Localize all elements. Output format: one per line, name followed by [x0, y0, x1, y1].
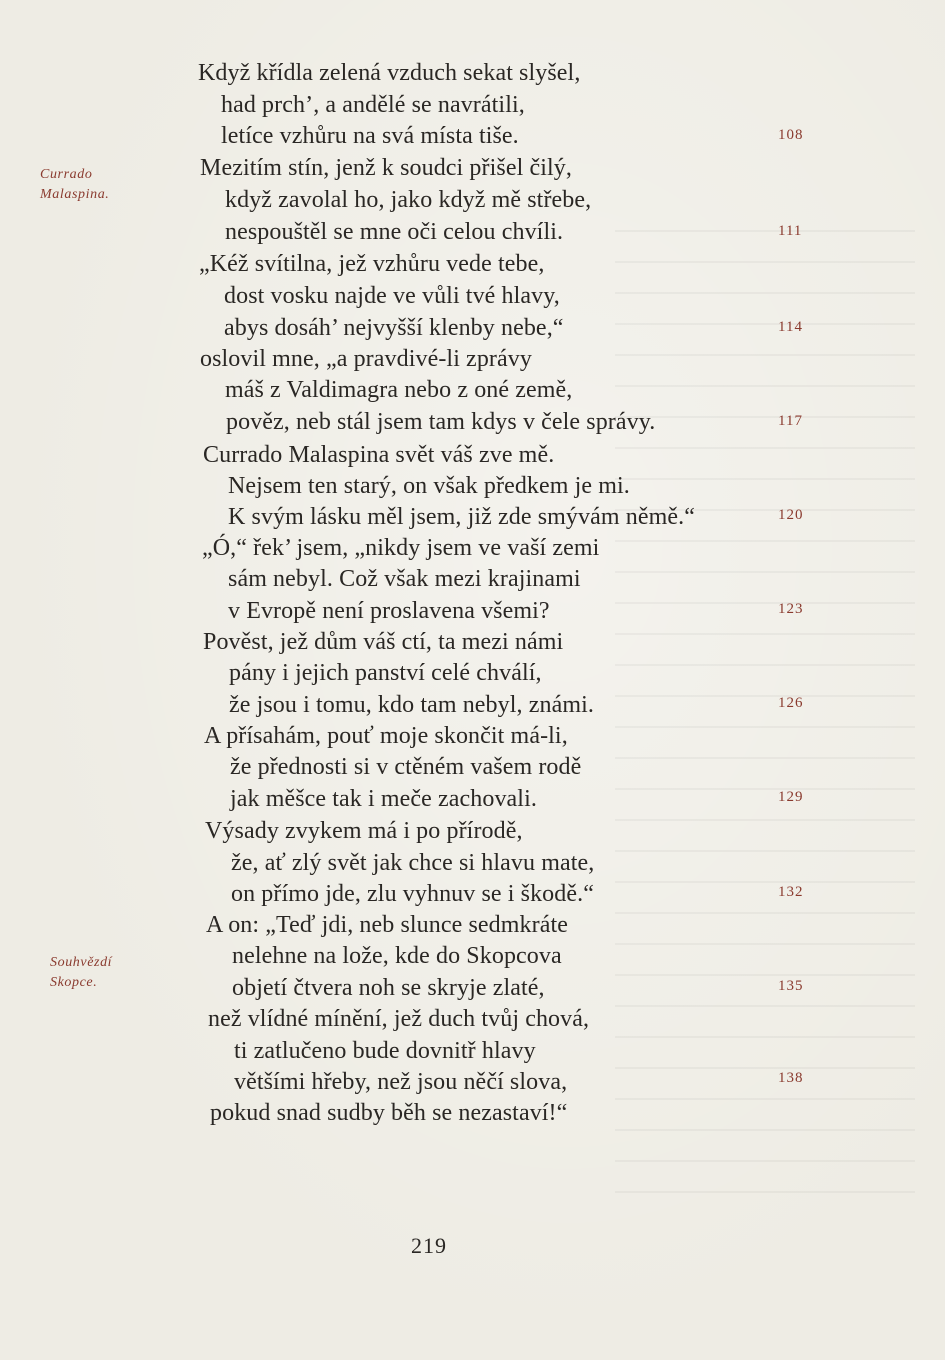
verse-line: než vlídné mínění, jež duch tvůj chová, [208, 1006, 590, 1032]
line-number: 108 [778, 127, 804, 143]
verse-line: pány i jejich panství celé chválí, [229, 660, 542, 686]
line-number: 129 [778, 789, 804, 805]
verse-line: pokud snad sudby běh se nezastaví!“ [210, 1100, 568, 1126]
verse-line: Nejsem ten starý, on však předkem je mi. [228, 473, 630, 499]
line-number: 111 [778, 223, 803, 239]
verse-line: A on: „Teď jdi, neb slunce sedmkráte [206, 912, 569, 938]
verse-line: ti zatlučeno bude dovnitř hlavy [234, 1038, 536, 1064]
line-number: 132 [778, 884, 804, 900]
verse-line: nespouštěl se mne oči celou chvíli. [225, 219, 564, 245]
verse-line: oslovil mne, „a pravdivé-li zprávy [200, 346, 532, 372]
verse-line: máš z Valdimagra nebo z oné země, [225, 377, 573, 403]
verse-line: objetí čtvera noh se skryje zlaté, [232, 975, 545, 1001]
verse-line: jak měšce tak i meče zachovali. [230, 786, 537, 812]
line-number: 114 [778, 319, 803, 335]
verse-line: že jsou i tomu, kdo tam nebyl, známi. [229, 692, 594, 718]
verse-line: „Ó,“ řek’ jsem, „nikdy jsem ve vaší zemi [202, 535, 600, 561]
verse-line: on přímo jde, zlu vyhnuv se i škodě.“ [231, 881, 594, 907]
line-number: 135 [778, 978, 804, 994]
line-number: 138 [778, 1070, 804, 1086]
margin-note-currado [40, 165, 109, 205]
line-number: 117 [778, 413, 803, 429]
margin-note-line: Skopce. [50, 975, 98, 990]
verse-line: že přednosti si v ctěném vašem rodě [230, 754, 582, 780]
verse-line: že, ať zlý svět jak chce si hlavu mate, [231, 850, 595, 876]
verse-line: většími hřeby, než jsou něčí slova, [234, 1069, 568, 1095]
verse-line: dost vosku najde ve vůli tvé hlavy, [224, 283, 560, 309]
verse-line: A přísahám, pouť moje skončit má-li, [204, 723, 568, 749]
verse-line: sám nebyl. Což však mezi krajinami [228, 566, 581, 592]
line-number: 126 [778, 695, 804, 711]
verse-line: pověz, neb stál jsem tam kdys v čele správy. [226, 409, 656, 435]
verse-line: „Kéž svítilna, jež vzhůru vede tebe, [199, 251, 545, 277]
margin-note-line: Souhvězdí [50, 955, 113, 970]
verse-line: Currado Malaspina svět váš zve mě. [203, 442, 555, 468]
page-number: 219 [411, 1233, 447, 1258]
verse-line: Mezitím stín, jenž k soudci přišel čilý, [200, 155, 572, 181]
verse-line: Když křídla zelená vzduch sekat slyšel, [198, 60, 581, 86]
verse-line: nelehne na lože, kde do Skopcova [232, 943, 562, 969]
verse-line: když zavolal ho, jako když mě střebe, [225, 187, 592, 213]
show-through-texture [615, 230, 915, 1210]
line-number: 120 [778, 507, 804, 523]
margin-note-line: Currado [40, 167, 93, 182]
margin-note-line: Malaspina. [40, 187, 110, 202]
line-number: 123 [778, 601, 804, 617]
margin-note-skopce [50, 953, 112, 993]
verse-line: had prch’, a andělé se navrátili, [221, 92, 525, 118]
verse-line: abys dosáh’ nejvyšší klenby nebe,“ [224, 315, 564, 341]
verse-line: Pověst, jež dům váš ctí, ta mezi námi [203, 629, 564, 655]
verse-line: K svým lásku měl jsem, již zde smývám němě.“ [228, 504, 695, 530]
verse-line: letíce vzhůru na svá místa tiše. [221, 123, 519, 149]
verse-line: v Evropě není proslavena všemi? [228, 598, 550, 624]
verse-line: Výsady zvykem má i po přírodě, [205, 818, 523, 844]
